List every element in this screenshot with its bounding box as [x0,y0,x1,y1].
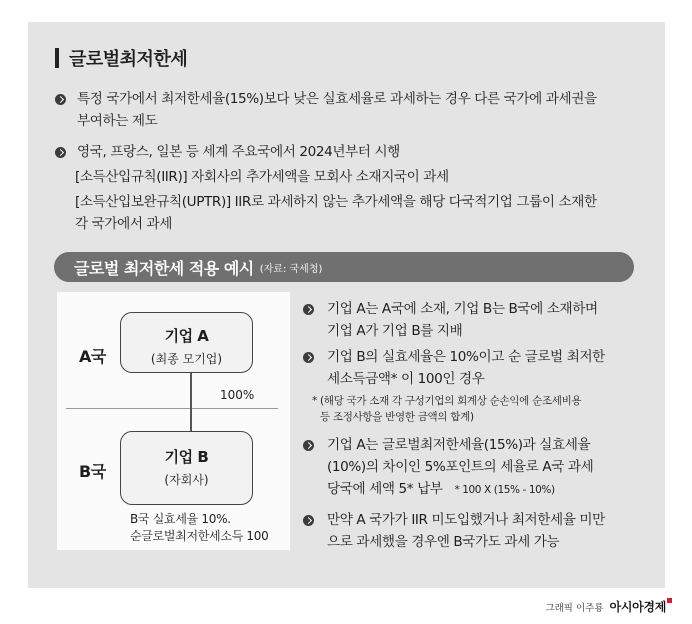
example-point-2-line-1: 기업 B의 실효세율은 10%이고 순 글로벌 최저한 [327,349,605,365]
example-point-2 [303,346,605,390]
example-point-2-line-2: 세소득금액* 이 100인 경우 [327,371,485,387]
country-a-label: A국 [79,347,106,366]
corp-a-box [120,312,253,373]
intro-bullet-1 [55,88,597,132]
example-point-3-line-1: 기업 A는 글로벌최저한세율(15%)과 실효세율 [327,437,591,453]
corp-b-tax-note [130,511,268,545]
chevron-circle-icon [55,141,69,163]
example-point-3-line-2: (10%)의 차이인 5%포인트의 세율로 A국 과세 [327,459,594,475]
publisher-logo [610,598,672,615]
credit [545,598,672,615]
example-source: (자료: 국세청) [259,263,323,275]
footnote-line-1: * (해당 국가 소재 각 구성기업의 회계상 순손익에 순조세비용 [312,395,582,407]
chevron-circle-icon [303,434,317,456]
example-point-4-line-2: 으로 과세했을 경우엔 B국가도 과세 가능 [327,534,560,550]
example-point-4 [303,509,605,553]
graphic-credit: 그래픽 이주룡 [545,603,604,614]
country-b-label: B국 [79,462,106,481]
border-divider [66,408,278,409]
page-title: 글로벌최저한세 [69,49,188,70]
intro-bullet-1-line-2: 부여하는 제도 [77,113,158,129]
chevron-circle-icon [303,298,317,320]
corp-b-tax-note-line-2: 순글로벌최저한세소득 100 [130,529,269,543]
utpr-description-line-2: 각 국가에서 과세 [75,216,172,232]
intro-bullet-1-line-1: 특정 국가에서 최저한세율(15%)보다 낮은 실효세율로 과세하는 경우 다른 국가에 과세권을 [77,91,597,107]
intro-bullet-2-text: 영국, 프랑스, 일본 등 세계 주요국에서 2024년부터 시행 [77,144,400,160]
publisher-logo-text: 아시아경제 [609,600,666,614]
ownership-connector [190,372,192,432]
chevron-circle-icon [303,509,317,531]
chevron-circle-icon [303,346,317,368]
example-point-4-line-1: 만약 A 국가가 IIR 미도입했거나 최저한세율 미만 [327,512,605,528]
example-point-3 [303,434,593,501]
iir-description: [소득산입규칙(IIR)] 자회사의 추가세액을 모회사 소재지국이 과세 [75,169,449,185]
chevron-circle-icon [55,88,69,110]
intro-bullet-2 [55,141,400,163]
title-marker [55,48,59,68]
footnote-line-2: 등 조정사항을 반영한 금액의 합계) [320,411,474,423]
example-point-3-line-3: 당국에 세액 5* 납부 [327,481,443,497]
utpr-description-line-1: [소득산입보완규칙(UPTR)] IIR로 과세하지 않는 추가세액을 해당 다국적기업 그룹이 소재한 [75,194,597,210]
example-title: 글로벌 최저한세 적용 예시 [74,258,254,278]
example-header [54,252,634,282]
corp-a-role: (최종 모기업) [150,352,223,366]
corp-b-role: (자회사) [164,473,209,487]
corp-b-box [120,431,253,505]
ownership-percent: 100% [220,388,255,402]
tax-calculation-note: * 100 X (15% - 10%) [454,484,555,496]
corp-b-name: 기업 B [164,448,209,466]
example-point-1 [303,298,598,342]
example-point-1-line-2: 기업 A가 기업 B를 지배 [327,323,463,339]
section-title [55,45,187,71]
example-point-2-footnote [312,393,581,425]
logo-mark-icon [667,598,672,603]
example-point-1-line-1: 기업 A는 A국에 소재, 기업 B는 B국에 소재하며 [327,301,598,317]
corp-b-tax-note-line-1: B국 실효세율 10%. [130,512,231,526]
corp-a-name: 기업 A [164,327,209,345]
